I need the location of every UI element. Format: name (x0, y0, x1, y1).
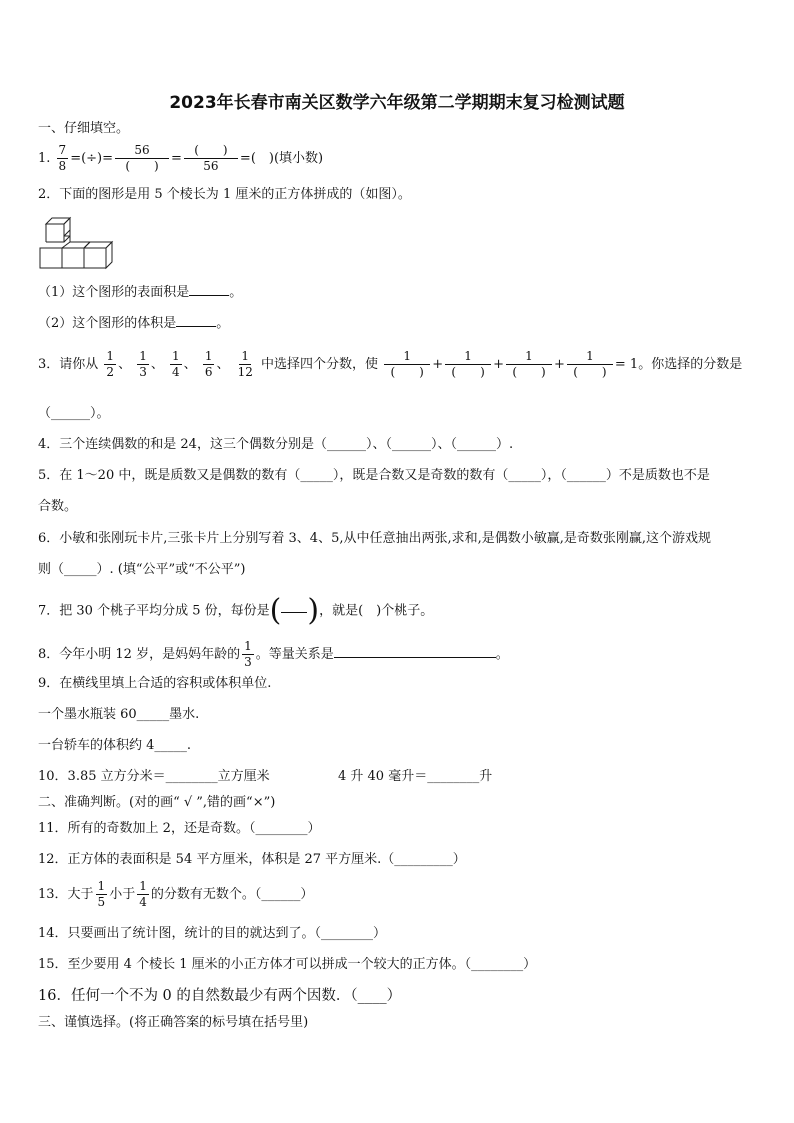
question-9-b: 一台轿车的体积约 4_____. (38, 738, 192, 753)
question-6-line-1: 6．小敏和张刚玩卡片,三张卡片上分别写着 3、4、5,从中任意抽出两张,求和,是偶数小敏赢,是奇数张刚赢,这个游戏规 (38, 531, 712, 546)
q13-middle: 小于 (109, 887, 136, 902)
q3-separator: 、 (183, 357, 197, 372)
q3-sum-fraction: $\frac{1}{( )}$ (384, 350, 430, 379)
q3-fraction-1-3: $\frac{1}{3}$ (139, 349, 147, 379)
question-2-sub-1 (38, 281, 242, 302)
question-10-a: 10．3.85 立方分米＝________立方厘米 (38, 769, 270, 784)
q8-post-text: 。等量关系是 (255, 647, 334, 662)
q3-intro: 3．请你从 (38, 357, 99, 372)
question-2: 2．下面的图形是用 5 个棱长为 1 厘米的正方体拼成的（如图）。 (38, 187, 411, 202)
q3-fraction-1-4: $\frac{1}{4}$ (172, 349, 180, 379)
section-3-heading: 三、谨慎选择。(将正确答案的标号填在括号里) (38, 1015, 309, 1030)
q1-fraction-56: $\frac{56}{( )}$ (115, 144, 169, 173)
q2-sub1-end: 。 (229, 285, 243, 300)
q3-sum-fraction: $\frac{1}{( )}$ (445, 350, 491, 379)
q3-sum-fraction: $\frac{1}{( )}$ (506, 350, 552, 379)
q1-text-2: = (171, 151, 182, 166)
question-3 (38, 350, 742, 379)
q3-fraction-1-2: $\frac{1}{2}$ (106, 349, 115, 379)
question-6-line-2: 则（_____）. (填“公平”或“不公平”) (38, 562, 246, 577)
question-9: 9．在横线里填上合适的容积或体积单位. (38, 676, 272, 691)
question-14: 14．只要画出了统计图，统计的目的就达到了。（________） (38, 926, 387, 941)
question-8 (38, 640, 509, 669)
question-12: 12．正方体的表面积是 54 平方厘米，体积是 27 平方厘米.（_________） (38, 852, 466, 867)
answer-blank[interactable] (334, 643, 496, 658)
q3-fraction-1-6: $\frac{1}{6}$ (204, 349, 213, 379)
question-1 (38, 144, 323, 173)
q13-post-text: 的分数有无数个。（______） (150, 887, 314, 902)
q3-fraction-1-12: $\frac{1}{12}$ (237, 349, 253, 379)
q3-separator: 、 (216, 357, 230, 372)
q3-separator: 、 (118, 357, 132, 372)
plus-sign: + (493, 357, 504, 372)
q3-separator: 、 (150, 357, 164, 372)
q13-fraction-1-4: $\frac{1}{4}$ (139, 879, 147, 909)
q3-sum-fraction: $\frac{1}{( )}$ (567, 350, 613, 379)
section-2-heading: 二、准确判断。(对的画“ √ ”,错的画“×”) (38, 795, 276, 810)
question-16: 16．任何一个不为 0 的自然数最少有两个因数．（____） (38, 988, 402, 1004)
question-11: 11．所有的奇数加上 2，还是奇数。（________） (38, 821, 321, 836)
question-4: 4．三个连续偶数的和是 24，这三个偶数分别是（______）、（______）、（______）. (38, 437, 514, 452)
question-5-line-1: 5．在 1～20 中，既是质数又是偶数的数有（_____），既是合数又是奇数的数有（_____），（______）不是质数也不是 (38, 468, 710, 483)
q13-fraction-1-5: $\frac{1}{5}$ (97, 879, 106, 909)
question-7 (38, 593, 434, 628)
section-1-heading: 一、仔细填空。 (38, 121, 130, 136)
q3-equals-one: = 1 (614, 357, 639, 372)
plus-sign: + (432, 357, 444, 372)
question-3-answer: （______）。 (38, 406, 110, 421)
q1-fraction-over-56: $\frac{( )}{56}$ (184, 144, 238, 173)
q3-middle-text: 中选择四个分数，使 (261, 357, 379, 372)
answer-blank[interactable] (189, 281, 229, 296)
q8-end: 。 (495, 647, 509, 662)
q1-text-1: =(÷)= (70, 151, 114, 166)
q3-post-text: 。你选择的分数是 (638, 357, 743, 372)
q8-text: 8．今年小明 12 岁，是妈妈年龄的 (38, 647, 241, 662)
q7-text: 7．把 30 个桃子平均分成 5 份，每份是 (38, 603, 270, 619)
plus-sign: + (554, 357, 565, 372)
question-2-sub-2 (38, 312, 229, 333)
cube-figure (38, 212, 118, 270)
q7-post-text: ，就是( )个桃子。 (319, 603, 434, 619)
q7-fraction-box[interactable]: ( ) (269, 593, 320, 628)
q1-number: 1. (38, 151, 51, 166)
q2-sub1-text: （1）这个图形的表面积是 (38, 285, 190, 300)
answer-blank[interactable] (176, 312, 216, 327)
q13-text: 13．大于 (38, 887, 94, 902)
page-title: 2023年长春市南关区数学六年级第二学期期末复习检测试题 (169, 93, 625, 113)
q2-sub2-end: 。 (216, 316, 230, 331)
question-10-b: 4 升 40 毫升＝________升 (338, 769, 493, 784)
q1-text-3: =( )(填小数) (239, 151, 324, 166)
question-15: 15．至少要用 4 个棱长 1 厘米的小正方体才可以拼成一个较大的正方体。（________） (38, 957, 537, 972)
q8-fraction-1-3: $\frac{1}{3}$ (244, 639, 252, 669)
q1-fraction-7-8: $\frac{7}{8}$ (58, 143, 67, 173)
question-13 (38, 880, 313, 909)
question-5-line-2: 合数。 (38, 499, 78, 514)
question-9-a: 一个墨水瓶装 60_____墨水. (38, 707, 200, 722)
q2-sub2-text: （2）这个图形的体积是 (38, 316, 177, 331)
